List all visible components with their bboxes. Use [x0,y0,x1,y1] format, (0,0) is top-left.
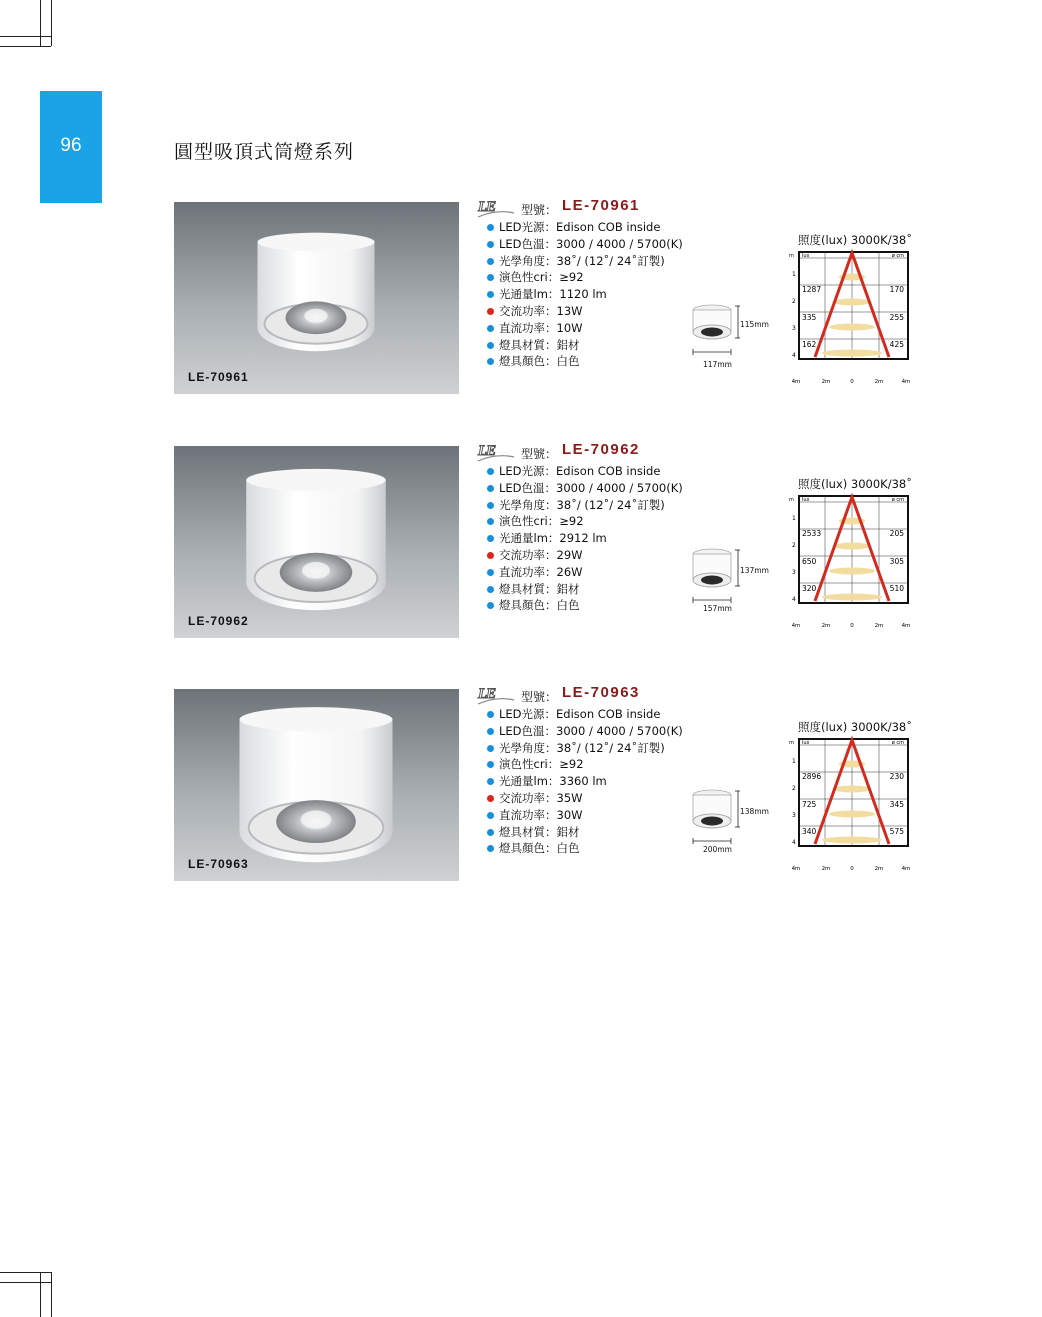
bullet-icon [487,602,494,609]
photo-label: LE-70961 [188,370,249,384]
spec-beam-angle [486,740,683,757]
spec-value: 3000 / 4000 / 5700(K) [556,480,683,495]
chart-title: 照度(lux) 3000K/38˚ [798,477,912,491]
spec-value: 2912 lm [559,531,607,546]
spec-label: 燈具材質： [499,824,557,839]
bullet-icon [487,552,494,559]
y-tick-label: 2 [792,542,796,549]
spec-label: 直流功率： [499,320,557,335]
unit-diameter: ø cm [891,253,904,259]
lux-value: 1287 [802,285,822,294]
bullet-icon [487,274,494,281]
bullet-icon [487,778,494,785]
spec-label: 光通量lm： [499,287,560,302]
spec-beam-angle [486,497,683,514]
product-photo [174,202,459,394]
fixture-thumbnail [688,302,740,362]
spec-value: 3000 / 4000 / 5700(K) [556,236,683,251]
crop-mark [51,1272,52,1317]
spec-value: ≥92 [559,757,584,772]
bullet-icon [487,569,494,576]
fixture-thumbnail [688,546,740,606]
spec-label: 演色性cri： [499,514,560,529]
spec-value: 38˚/ (12˚/ 24˚訂製) [556,740,665,755]
lux-value: 335 [802,313,817,322]
light-spot [829,324,875,331]
spec-label: 燈具材質： [499,581,557,596]
x-tick-label: 2m [821,866,831,872]
spec-label: 燈具顏色： [499,841,557,856]
spec-label: 光通量lm： [499,774,560,789]
logo-swoosh-icon [476,696,516,706]
downlight-illustration [174,202,459,394]
spec-label: 直流功率： [499,564,557,579]
le-logo: LE [478,199,496,215]
x-tick-label: 0 [850,623,854,629]
spec-body-color [486,353,683,370]
spec-value: Edison COB inside [556,464,661,478]
spec-value: 3000 / 4000 / 5700(K) [556,723,683,738]
crop-mark [0,1272,51,1273]
width-dimension: 200mm [703,845,732,854]
bullet-icon [487,485,494,492]
spec-ac-power [486,790,683,807]
y-tick-label: 3 [792,569,796,576]
lux-value: 650 [802,557,817,566]
spec-color-temp [486,723,683,740]
crop-mark [40,1272,41,1317]
spec-light-source [486,219,683,236]
height-dimension: 115mm [740,320,769,329]
spec-label: 交流功率： [499,547,557,562]
spec-value: ≥92 [559,514,584,529]
spec-label: 光通量lm： [499,531,560,546]
spec-cri [486,513,683,530]
spec-label: 直流功率： [499,807,557,822]
unit-dist: m [789,497,794,503]
unit-lux: lux [802,740,810,746]
height-dimension: 138mm [740,807,769,816]
diameter-value: 575 [889,827,904,836]
chart-title: 照度(lux) 3000K/38˚ [798,233,912,247]
spec-light-source [486,706,683,723]
dimension-drawing [688,546,778,616]
spec-ac-power [486,547,683,564]
diameter-value: 510 [889,584,904,593]
spec-body-color [486,840,683,857]
spec-dc-power [486,807,683,824]
spec-label: 燈具材質： [499,337,557,352]
spec-label: 交流功率： [499,790,557,805]
model-key: 型號： [521,203,558,217]
x-tick-label: 2m [821,623,831,629]
unit-lux: lux [802,253,810,259]
spec-value: 白色 [556,841,580,856]
spec-value: 35W [556,790,583,805]
downlight-illustration [174,446,459,638]
bullet-icon [487,502,494,509]
y-tick-label: 1 [792,515,796,522]
width-dimension: 157mm [703,604,732,613]
x-tick-label: 0 [850,866,854,872]
spec-dc-power [486,564,683,581]
bullet-icon [487,241,494,248]
model-code: LE-70962 [562,441,640,458]
spec-light-source [486,463,683,480]
bullet-icon [487,258,494,265]
spec-lumen [486,773,683,790]
spec-list [486,463,683,614]
y-tick-label: 4 [792,352,796,359]
bullet-icon [487,761,494,768]
lux-value: 2896 [802,772,822,781]
diameter-value: 170 [889,285,904,294]
photo-label: LE-70963 [188,857,249,871]
bullet-icon [487,468,494,475]
lux-value: 340 [802,827,817,836]
unit-diameter: ø cm [891,740,904,746]
bullet-icon [487,224,494,231]
spec-label: LED色溫： [499,236,557,251]
spec-cri [486,269,683,286]
spec-value: 38˚/ (12˚/ 24˚訂製) [556,497,665,512]
light-spot [829,568,875,575]
spec-label: 燈具顏色： [499,598,557,613]
spec-list [486,706,683,857]
product-block [0,197,1042,402]
spec-body-color [486,597,683,614]
lux-value: 725 [802,800,817,809]
spec-value: 26W [556,564,583,579]
photo-label: LE-70962 [188,614,249,628]
crop-mark [0,46,51,47]
spec-value: Edison COB inside [556,707,661,721]
bullet-icon [487,518,494,525]
fixture-thumbnail [688,787,740,847]
le-logo: LE [478,443,496,459]
bullet-icon [487,845,494,852]
spec-lumen [486,530,683,547]
beam-diagram [788,734,918,874]
light-spot [834,543,870,550]
crop-mark [51,0,52,46]
chart-title: 照度(lux) 3000K/38˚ [798,720,912,734]
beam-diagram [788,247,918,387]
spec-value: 38˚/ (12˚/ 24˚訂製) [556,253,665,268]
spec-label: 交流功率： [499,303,557,318]
product-block [0,441,1042,646]
spec-label: LED光源： [499,464,557,478]
x-tick-label: 4m [791,623,801,629]
diameter-value: 230 [889,772,904,781]
bullet-icon [487,711,494,718]
product-photo [174,446,459,638]
crop-mark [0,1282,51,1283]
unit-dist: m [789,253,794,259]
lux-value: 162 [802,340,817,349]
x-tick-label: 4m [791,379,801,385]
illuminance-chart [788,476,918,629]
unit-lux: lux [802,497,810,503]
spec-lumen [486,286,683,303]
spec-value: 30W [556,807,583,822]
section-title: 圓型吸頂式筒燈系列 [174,141,355,163]
bullet-icon [487,586,494,593]
light-spot [822,594,882,601]
spec-color-temp [486,480,683,497]
light-spot [829,811,875,818]
x-tick-label: 4m [901,379,911,385]
spec-label: 光學角度： [499,740,557,755]
x-tick-label: 2m [821,379,831,385]
lux-value: 2533 [802,529,822,538]
light-spot [834,299,870,306]
spec-label: 演色性cri： [499,757,560,772]
spec-dc-power [486,320,683,337]
spec-ac-power [486,303,683,320]
spec-list [486,219,683,370]
spec-color-temp [486,236,683,253]
diameter-value: 255 [889,313,904,322]
spec-material [486,337,683,354]
bullet-icon [487,358,494,365]
x-tick-label: 4m [791,866,801,872]
spec-value: 13W [556,303,583,318]
spec-value: Edison COB inside [556,220,661,234]
spec-label: LED色溫： [499,480,557,495]
y-tick-label: 1 [792,758,796,765]
logo-swoosh-icon [476,453,516,463]
x-tick-label: 4m [901,866,911,872]
light-spot [822,350,882,357]
x-tick-label: 2m [874,623,884,629]
unit-dist: m [789,740,794,746]
diameter-value: 205 [889,529,904,538]
model-key: 型號： [521,447,558,461]
product-block [0,684,1042,889]
spec-label: 光學角度： [499,253,557,268]
dimension-drawing [688,787,778,857]
crop-mark [40,0,41,46]
logo-swoosh-icon [476,209,516,219]
y-tick-label: 4 [792,839,796,846]
x-tick-label: 2m [874,379,884,385]
spec-beam-angle [486,253,683,270]
x-tick-label: 2m [874,866,884,872]
spec-value: 白色 [556,598,580,613]
x-tick-label: 0 [850,379,854,385]
unit-diameter: ø cm [891,497,904,503]
lux-value: 320 [802,584,817,593]
downlight-illustration [174,689,459,881]
spec-value: 1120 lm [559,287,607,302]
bullet-icon [487,291,494,298]
spec-value: 29W [556,547,583,562]
spec-value: 鋁材 [556,824,580,839]
spec-value: 10W [556,320,583,335]
model-key: 型號： [521,690,558,704]
spec-label: LED光源： [499,707,557,721]
y-tick-label: 1 [792,271,796,278]
y-tick-label: 2 [792,298,796,305]
model-code: LE-70963 [562,684,640,701]
spec-value: 3360 lm [559,774,607,789]
bullet-icon [487,812,494,819]
spec-label: LED色溫： [499,723,557,738]
y-tick-label: 2 [792,785,796,792]
product-photo [174,689,459,881]
illuminance-chart [788,232,918,385]
bullet-icon [487,535,494,542]
bullet-icon [487,745,494,752]
y-tick-label: 4 [792,596,796,603]
page-number-tab: 96 [40,91,102,203]
bullet-icon [487,325,494,332]
y-tick-label: 3 [792,812,796,819]
dimension-drawing [688,302,778,372]
spec-label: 光學角度： [499,497,557,512]
light-spot [822,837,882,844]
bullet-icon [487,342,494,349]
spec-label: 演色性cri： [499,270,560,285]
spec-label: LED光源： [499,220,557,234]
height-dimension: 137mm [740,566,769,575]
illuminance-chart [788,719,918,872]
spec-value: 鋁材 [556,581,580,596]
model-code: LE-70961 [562,197,640,214]
y-tick-label: 3 [792,325,796,332]
spec-value: ≥92 [559,270,584,285]
beam-diagram [788,491,918,631]
diameter-value: 425 [889,340,904,349]
spec-material [486,824,683,841]
spec-material [486,581,683,598]
diameter-value: 345 [889,800,904,809]
bullet-icon [487,795,494,802]
spec-value: 鋁材 [556,337,580,352]
width-dimension: 117mm [703,360,732,369]
diameter-value: 305 [889,557,904,566]
light-spot [834,786,870,793]
bullet-icon [487,728,494,735]
spec-value: 白色 [556,354,580,369]
spec-label: 燈具顏色： [499,354,557,369]
x-tick-label: 4m [901,623,911,629]
bullet-icon [487,308,494,315]
le-logo: LE [478,686,496,702]
crop-mark [0,36,51,37]
bullet-icon [487,829,494,836]
spec-cri [486,756,683,773]
